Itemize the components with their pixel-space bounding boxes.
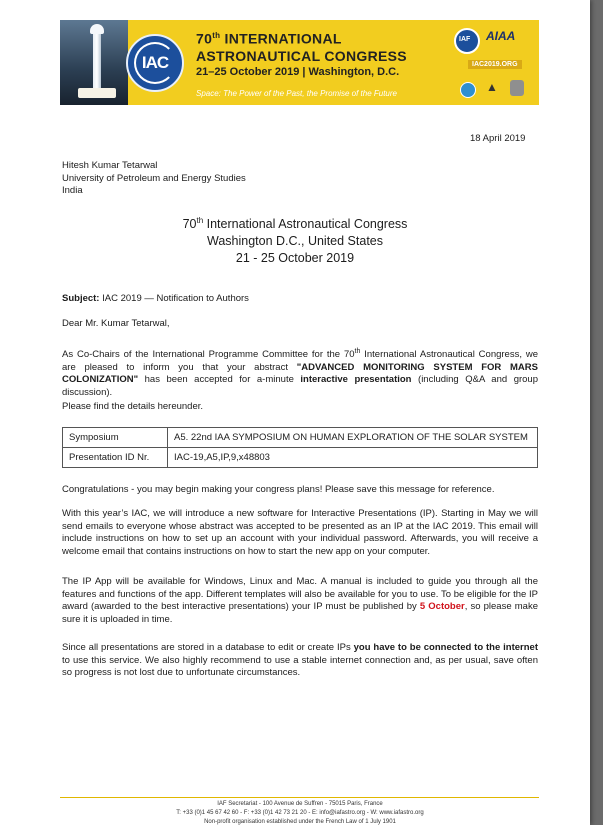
seal-icon <box>510 80 524 96</box>
iaf-logo: IAF <box>454 28 480 54</box>
footer-contact: T: +33 (0)1 45 67 42 60 - F: +33 (0)1 42 73 21 20 - E: info@iafastro.org - W: www.iafastro.org <box>176 810 424 816</box>
recipient-name: Hitesh Kumar Tetarwal <box>62 160 158 171</box>
symposium-value: A5. 22nd IAA SYMPOSIUM ON HUMAN EXPLORATION OF THE SOLAR SYSTEM <box>168 428 538 448</box>
banner-dates: 21–25 October 2019 | Washington, D.C. <box>196 66 400 78</box>
paragraph-acceptance: As Co-Chairs of the International Programme Committee for the 70th International Astronautical Congress, we are pleased to inform you that your abstract "ADVANCED MONITORING SYSTEM FOR MARS COLONIZATION" has been accepted for a-minute interactive presentation (including Q&A and group discussion). <box>62 348 538 398</box>
recipient-institution: University of Petroleum and Energy Studies <box>62 172 246 184</box>
salutation: Dear Mr. Kumar Tetarwal, <box>62 318 170 329</box>
symposium-label: Symposium <box>63 428 168 448</box>
recipient-country: India <box>62 185 83 196</box>
globe-icon <box>460 82 476 98</box>
presentation-id-label: Presentation ID Nr. <box>63 448 168 468</box>
presentation-details-table <box>62 427 538 468</box>
paragraph-ip-app: The IP App will be available for Windows, Linux and Mac. A manual is included to guide you through all the features and functions of the app. Different templates will also be available for you to use. To be eligible for the IP award (awarded to the best interactive presentations) your IP must be published by 5 October, so please make sure it is uploaded in time. <box>62 576 538 625</box>
paragraph-ip-software: With this year’s IAC, we will introduce a new software for Interactive Presentations (IP). Starting in May we will send emails to everyone whose abstract was accepted to be presented as an IP at the IAC 2019. This email will include instructions on how to set up an account with your individual password. Afterwards, you will receive a welcome email that contains instructions on how to start the new app on your computer. <box>62 508 538 557</box>
letter-date: 18 April 2019 <box>470 133 526 144</box>
letter-heading: 70th International Astronautical Congress Washington D.C., United States 21 - 25 October 2019 <box>182 216 408 266</box>
congress-banner <box>60 20 539 105</box>
banner-partner-logos <box>446 20 539 105</box>
subject-line: Subject: IAC 2019 — Notification to Authors <box>62 293 249 304</box>
paragraph-internet: Since all presentations are stored in a database to edit or create IPs you have to be connected to the internet to use this service. We also highly recommend to use a stable internet connection and, as per usual, save often so progress is not lost due to unfortunate circumstances. <box>62 642 538 678</box>
table-row <box>63 448 538 468</box>
footer-address: IAF Secretariat - 100 Avenue de Suffren - 75015 Paris, France <box>217 801 383 807</box>
table-row <box>63 428 538 448</box>
banner-url: IAC2019.ORG <box>468 60 522 69</box>
iac-logo: IAC <box>126 34 184 92</box>
banner-tagline: Space: The Power of the Past, the Promise of the Future <box>196 89 397 98</box>
paragraph-details-intro: Please find the details hereunder. <box>62 401 204 412</box>
presentation-id-value: IAC-19,A5,IP,9,x48803 <box>168 448 538 468</box>
paragraph-congratulations: Congratulations - you may begin making your congress plans! Please save this message for reference. <box>62 484 495 495</box>
footer-divider <box>60 797 539 798</box>
space-needle-image <box>60 20 128 105</box>
footer-legal: Non-profit organisation established under the French Law of 1 July 1901 <box>204 819 396 825</box>
banner-title: 70th INTERNATIONAL ASTRONAUTICAL CONGRESS <box>196 30 407 64</box>
rocket-icon: ▲ <box>486 80 498 94</box>
recipient-block <box>62 160 246 198</box>
aiaa-logo: AIAA <box>486 29 516 43</box>
deadline-date: 5 October <box>419 601 465 612</box>
